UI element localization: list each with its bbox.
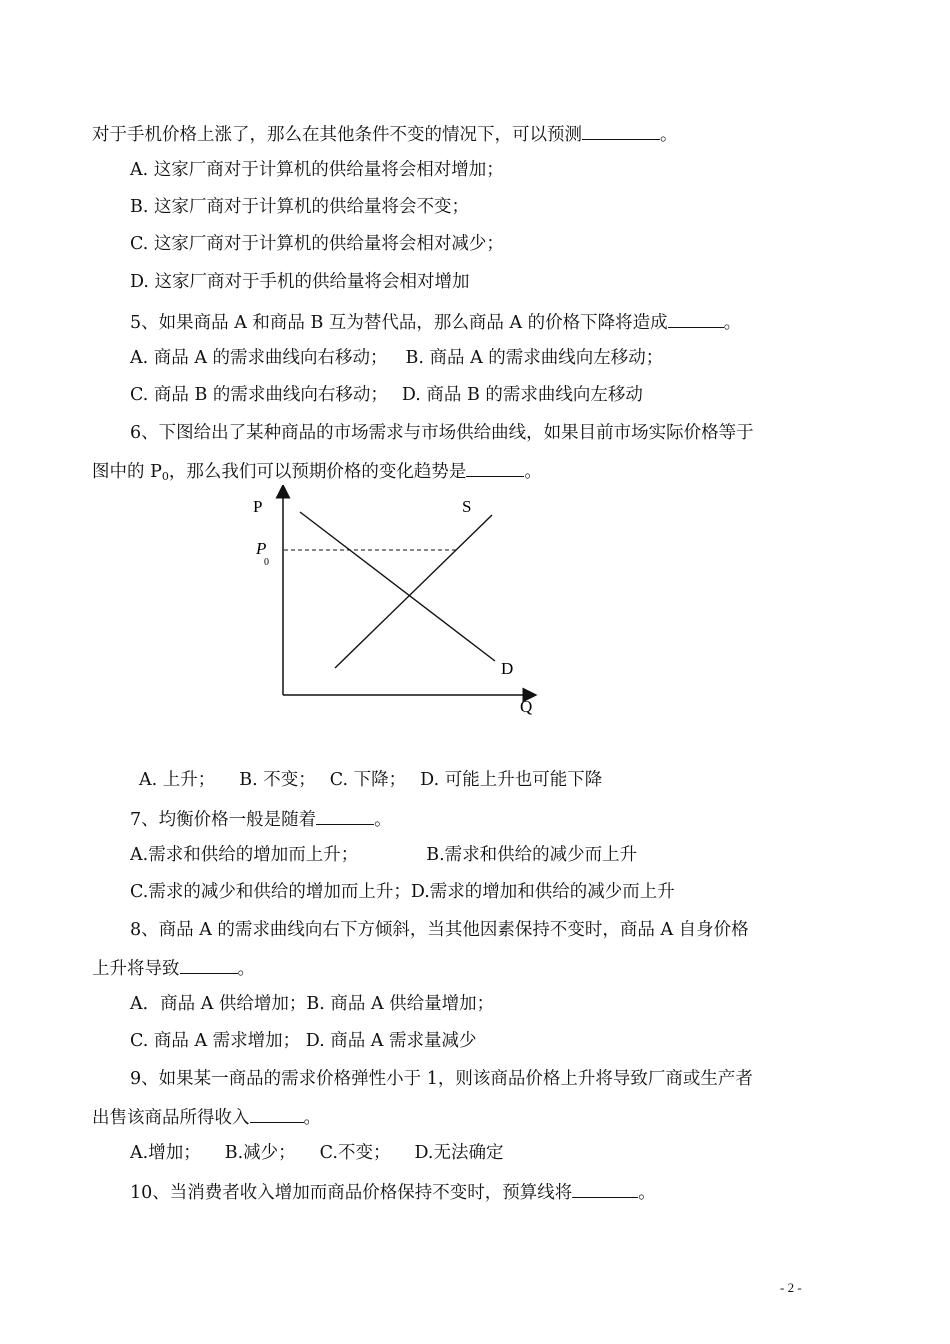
q5-option-c: C. 商品 B 的需求曲线向右移动； [130,385,388,405]
q7-option-b: B.需求和供给的减少而上升 [426,845,638,865]
answer-blank [180,955,238,974]
q6-option-b: B. 不变； [239,770,316,790]
q5-options-ab [130,346,663,370]
q9-option-a: A.增加； [130,1143,201,1163]
demand-curve [300,512,495,661]
answer-blank [668,309,724,328]
q5-stem: 5、如果商品 A 和商品 B 互为替代品，那么商品 A 的价格下降将造成 。 [130,309,741,335]
q6-option-a: A. 上升； [139,770,216,790]
q9-stem-line1: 9、如果某一商品的需求价格弹性小于 1，则该商品价格上升将导致厂商或生产者 [130,1069,753,1089]
q6-stem-line2: 图中的 $P_0$，那么我们可以预期价格的变化趋势是 。 [92,458,542,489]
q9-option-b: B.减少； [224,1143,296,1163]
p0-label-sub: 0 [264,557,269,568]
q5-options-cd [130,383,643,407]
q7-options-ab [130,843,637,867]
q8-options-cd: C. 商品 A 需求增加； D. 商品 A 需求量减少 [130,1031,477,1051]
q4-option-c: C. 这家厂商对于计算机的供给量将会相对减少； [130,234,504,254]
answer-blank [582,121,660,140]
q9-stem-line2: 出售该商品所得收入 。 [92,1104,321,1130]
page-number: - 2 - [780,1280,802,1295]
supply-label: S [462,497,472,516]
answer-blank [250,1104,304,1123]
q4-option-b: B. 这家厂商对于计算机的供给量将会不变； [130,197,469,217]
x-axis-label: Q [520,697,533,716]
q8-stem-line2: 上升将导致 。 [92,955,255,981]
q4-option-d: D. 这家厂商对于手机的供给量将会相对增加 [130,272,470,292]
q7-stem: 7、均衡价格一般是随着 。 [130,806,392,832]
q9-option-d: D.无法确定 [414,1143,504,1163]
q4-stem-end: 对于手机价格上涨了，那么在其他条件不变的情况下，可以预测 。 [92,121,678,147]
p0-label: P [256,539,267,558]
answer-blank [316,806,374,825]
q4-option-a: A. 这家厂商对于计算机的供给量将会相对增加； [130,160,504,180]
supply-demand-diagram [240,485,550,725]
q5-option-b: B. 商品 A 的需求曲线向左移动； [405,348,664,368]
q9-options [130,1141,503,1165]
q7-options-cd: C.需求的减少和供给的增加而上升；D.需求的增加和供给的减少而上升 [130,882,675,902]
q6-options [139,768,602,792]
q6-option-d: D. 可能上升也可能下降 [420,770,603,790]
y-axis-label: P [253,497,263,516]
q8-options-ab: A．商品 A 供给增加；B. 商品 A 供给量增加； [130,994,495,1014]
q6-option-c: C. 下降； [329,770,407,790]
q10-stem: 10、当消费者收入增加而商品价格保持不变时，预算线将 。 [130,1179,656,1205]
q5-option-a: A. 商品 A 的需求曲线向右移动； [130,348,388,368]
q8-stem-line1: 8、商品 A 的需求曲线向右下方倾斜，当其他因素保持不变时，商品 A 自身价格 [130,920,749,940]
q6-stem-line1: 6、下图给出了某种商品的市场需求与市场供给曲线，如果目前市场实际价格等于 [130,423,754,443]
q5-option-d: D. 商品 B 的需求曲线向左移动 [401,385,643,405]
q9-option-c: C.不变； [319,1143,391,1163]
answer-blank [572,1179,638,1198]
answer-blank [466,458,524,477]
q7-option-a: A.需求和供给的增加而上升； [130,845,359,865]
supply-curve [335,515,492,668]
demand-label: D [501,659,514,678]
